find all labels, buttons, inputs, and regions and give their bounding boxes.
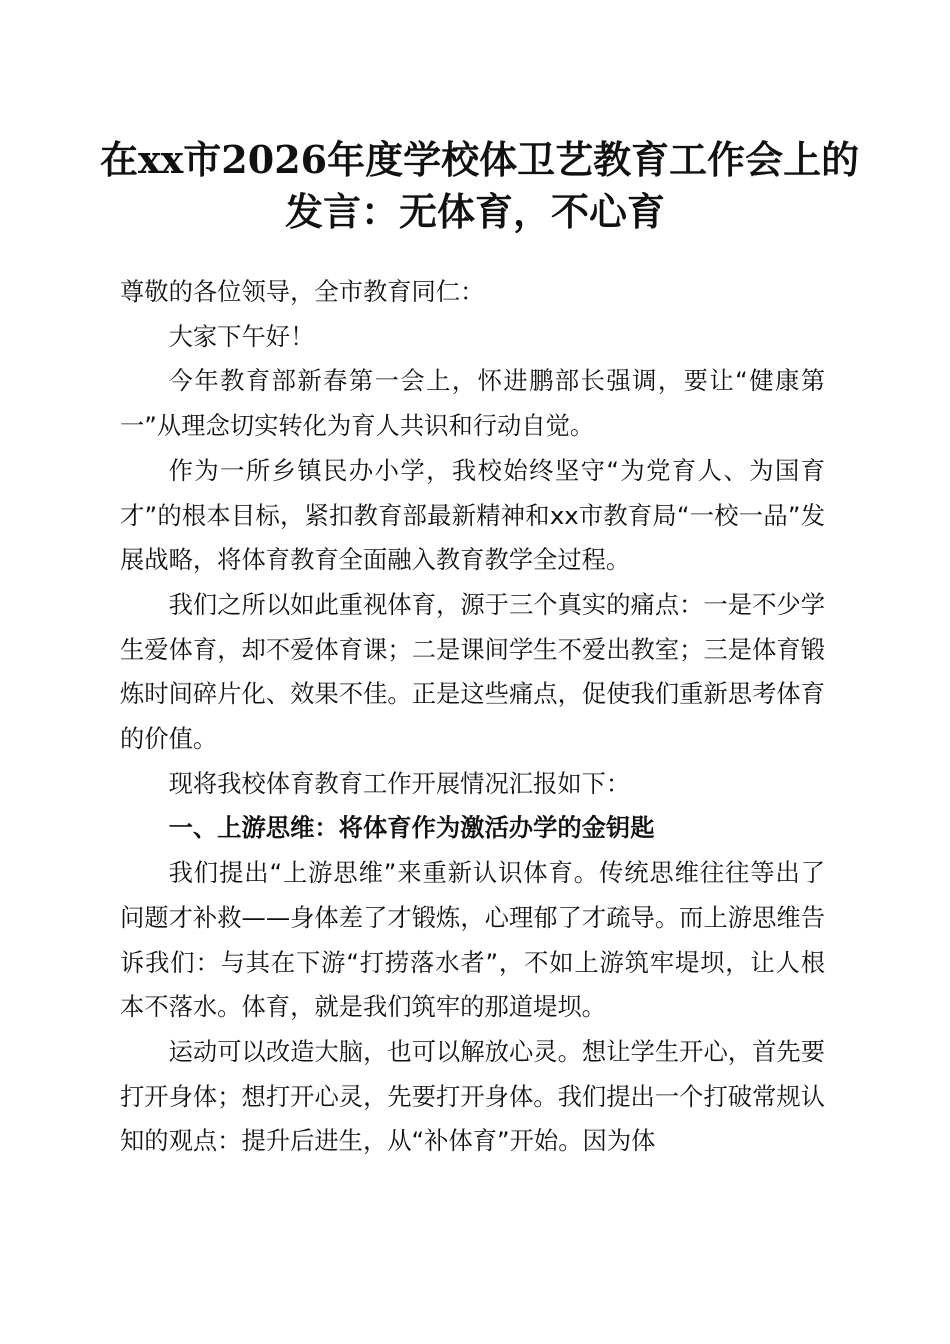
- greeting: 大家下午好！: [168, 321, 315, 351]
- document-body: [120, 270, 825, 1164]
- paragraph: 作为一所乡镇民办小学，我校始终坚守“为党育人、为国育才”的根本目标，紧扣教育部最新精神和xx市教育局“一校一品”发展战略，将体育教育全面融入教育教学全过程。: [120, 455, 825, 575]
- salutation: 尊敬的各位领导，全市教育同仁：: [120, 277, 485, 306]
- paragraph: 我们之所以如此重视体育，源于三个真实的痛点：一是不少学生爱体育，却不爱体育课；二是课间学生不爱出教室；三是体育锻炼时间碎片化、效果不佳。正是这些痛点，促使我们重新思考体育的价值。: [120, 589, 825, 754]
- title-line-2: 发言：无体育，不心育: [284, 189, 665, 234]
- title-line-1: 在xx市2026年度学校体卫艺教育工作会上的: [100, 137, 860, 182]
- paragraph: 运动可以改造大脑，也可以解放心灵。想让学生开心，首先要打开身体；想打开心灵，先要打开身体。我们提出一个打破常规认知的观点：提升后进生，从“补体育”开始。因为体: [120, 1036, 825, 1156]
- paragraph: 我们提出“上游思维”来重新认识体育。传统思维往往等出了问题才补救——身体差了才锻炼，心理郁了才疏导。而上游思维告诉我们：与其在下游“打捞落水者”，不如上游筑牢堤坝，让人根本不落水。体育，就是我们筑牢的那道堤坝。: [120, 858, 826, 1022]
- paragraph: 今年教育部新春第一会上，怀进鹏部长强调，要让“健康第一”从理念切实转化为育人共识和行动自觉。: [120, 366, 825, 441]
- section-heading: 一、上游思维：将体育作为激活办学的金钥匙: [168, 813, 655, 843]
- document-title: [100, 134, 860, 238]
- paragraph: 现将我校体育教育工作开展情况汇报如下：: [168, 768, 631, 798]
